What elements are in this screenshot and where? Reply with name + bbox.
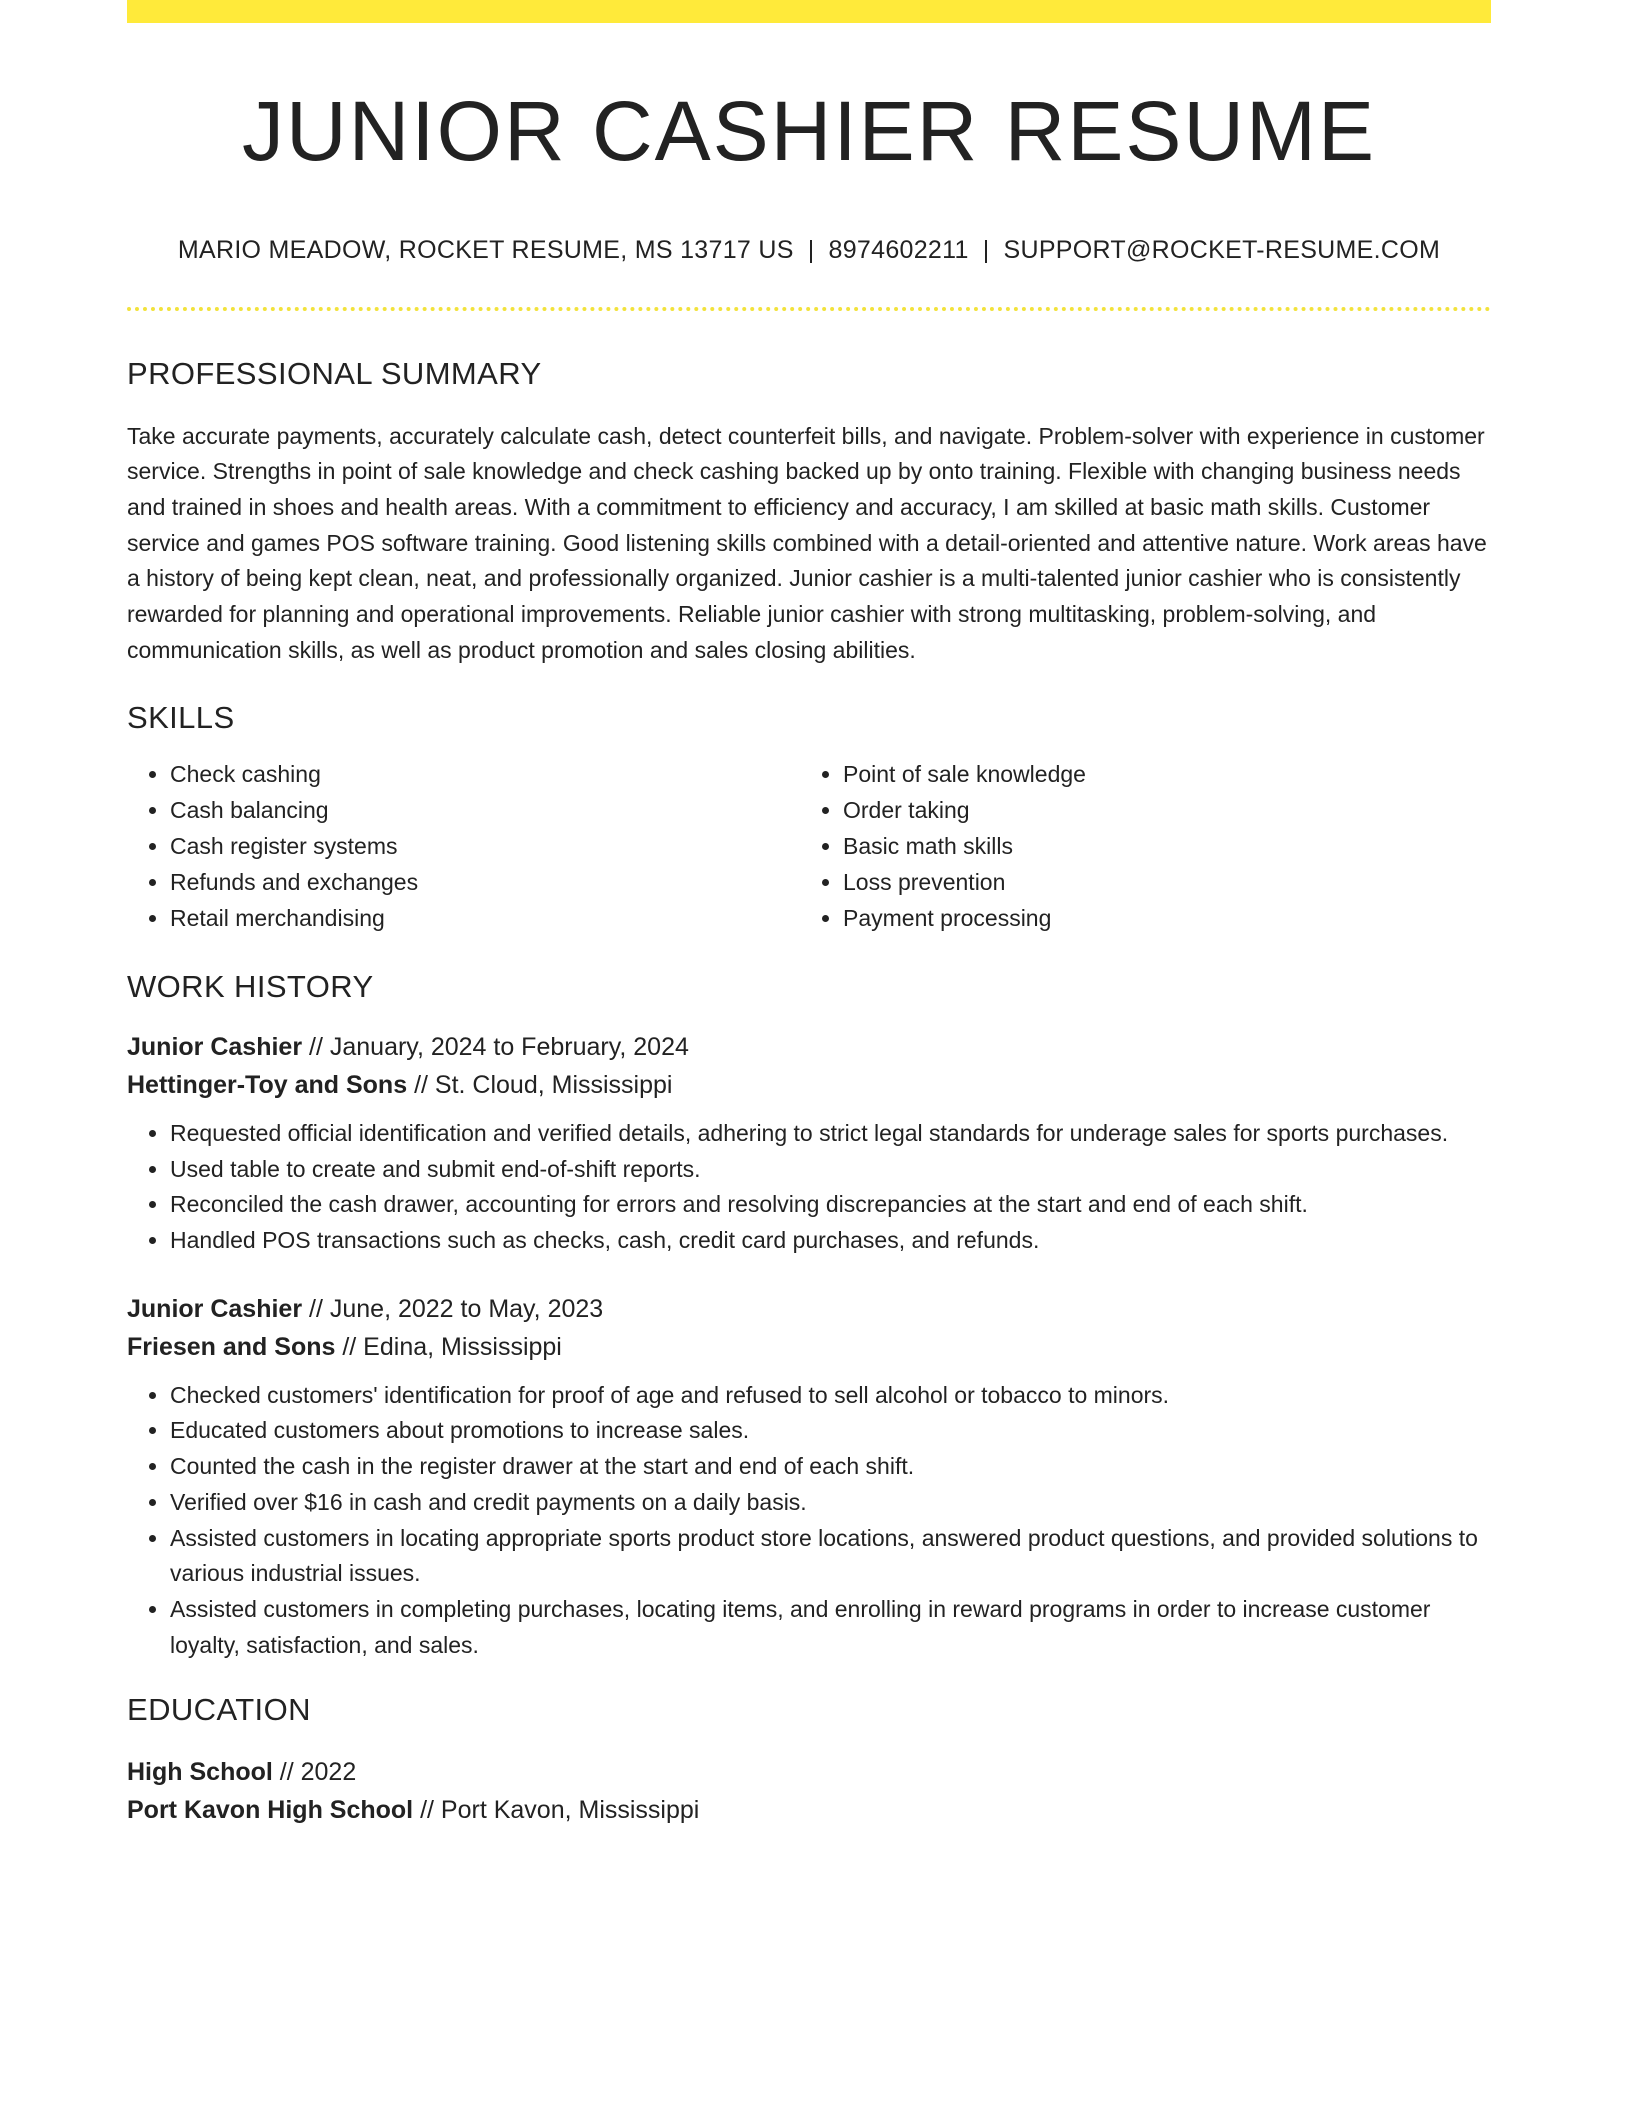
job-bullets (127, 1116, 1491, 1259)
skill-item: • Check cashing (170, 756, 800, 792)
accent-top-bar (127, 0, 1491, 23)
job-bullet: • Assisted customers in locating appropriate sports product store locations, answered product questions, and provided solutions to various industrial issues. (170, 1521, 1491, 1592)
job-bullet: • Educated customers about promotions to increase sales. (170, 1413, 1491, 1449)
skills-list (127, 756, 1491, 936)
education-year: // 2022 (279, 1757, 357, 1786)
job-title-line (127, 1028, 1491, 1066)
contact-address: MARIO MEADOW, ROCKET RESUME, MS 13717 US (177, 236, 794, 265)
skill-item: • Cash register systems (170, 828, 800, 864)
job-company-line (127, 1328, 1491, 1366)
skill-item: • Payment processing (843, 900, 1473, 936)
skill-item: • Loss prevention (843, 864, 1473, 900)
skill-item: • Order taking (843, 792, 1473, 828)
skill-item: • Refunds and exchanges (170, 864, 800, 900)
summary-heading: PROFESSIONAL SUMMARY (127, 356, 542, 392)
education-location: // Port Kavon, Mississippi (420, 1795, 700, 1824)
job-location: // St. Cloud, Mississippi (414, 1070, 673, 1099)
job-bullet: • Checked customers' identification for proof of age and refused to sell alcohol or tobacco to minors. (170, 1378, 1491, 1414)
education-degree: High School (127, 1757, 273, 1786)
job-title: Junior Cashier (127, 1294, 303, 1323)
resume-page (127, 0, 1491, 1829)
job-bullet: • Handled POS transactions such as checks, cash, credit card purchases, and refunds. (170, 1223, 1491, 1259)
job-company: Hettinger-Toy and Sons (127, 1070, 408, 1099)
skills-column-left (127, 756, 800, 936)
job-bullet: • Reconciled the cash drawer, accounting for errors and resolving discrepancies at the start and end of each shift. (170, 1187, 1491, 1223)
contact-separator: | (807, 236, 815, 265)
dotted-divider (127, 307, 1491, 311)
education-school-line (127, 1791, 1491, 1829)
skill-item: • Point of sale knowledge (843, 756, 1473, 792)
job-entry (127, 1028, 1491, 1259)
contact-separator: | (982, 236, 990, 265)
job-bullet: • Counted the cash in the register drawer at the start and end of each shift. (170, 1449, 1491, 1485)
skill-item: • Cash balancing (170, 792, 800, 828)
job-location: // Edina, Mississippi (342, 1332, 562, 1361)
education-school: Port Kavon High School (127, 1795, 414, 1824)
job-company: Friesen and Sons (127, 1332, 336, 1361)
job-title: Junior Cashier (127, 1032, 303, 1061)
job-bullet: • Used table to create and submit end-of-shift reports. (170, 1152, 1491, 1188)
job-dates: // June, 2022 to May, 2023 (309, 1294, 604, 1323)
contact-email: SUPPORT@ROCKET-RESUME.COM (1003, 236, 1441, 265)
summary-text: Take accurate payments, accurately calculate cash, detect counterfeit bills, and navigate. Problem-solver with experience in customer service. Strengths in point of sale knowledge and check cashing backed up by onto training. Flexible with changing business needs and trained in shoes and health areas. With a commitment to efficiency and accuracy, I am skilled at basic math skills. Customer service and games POS software training. Good listening skills combined with a detail-oriented and attentive nature. Work areas have a history of being kept clean, neat, and professionally organized. Junior cashier is a multi-talented junior cashier who is consistently rewarded for planning and operational improvements. Reliable junior cashier with strong multitasking, problem-solving, and communication skills, as well as product promotion and sales closing abilities. (127, 422, 1487, 663)
job-bullet: • Verified over $16 in cash and credit payments on a daily basis. (170, 1485, 1491, 1521)
education-degree-line (127, 1753, 1491, 1791)
skills-heading: SKILLS (127, 699, 235, 735)
job-bullet: • Requested official identification and verified details, adhering to strict legal standards for underage sales for sports purchases. (170, 1116, 1491, 1152)
work-history-heading: WORK HISTORY (127, 968, 374, 1004)
education-heading: EDUCATION (127, 1692, 311, 1728)
job-company-line (127, 1066, 1491, 1104)
skill-item: • Basic math skills (843, 828, 1473, 864)
job-dates: // January, 2024 to February, 2024 (309, 1032, 689, 1061)
page-title: JUNIOR CASHIER RESUME (241, 84, 1377, 178)
contact-line (127, 235, 1491, 265)
skill-item: • Retail merchandising (170, 900, 800, 936)
job-entry (127, 1290, 1491, 1664)
job-bullet: • Assisted customers in completing purchases, locating items, and enrolling in reward programs in order to increase customer loyalty, satisfaction, and sales. (170, 1592, 1491, 1663)
job-bullets (127, 1378, 1491, 1664)
job-title-line (127, 1290, 1491, 1328)
contact-phone: 8974602211 (828, 236, 969, 265)
skills-column-right (800, 756, 1473, 936)
